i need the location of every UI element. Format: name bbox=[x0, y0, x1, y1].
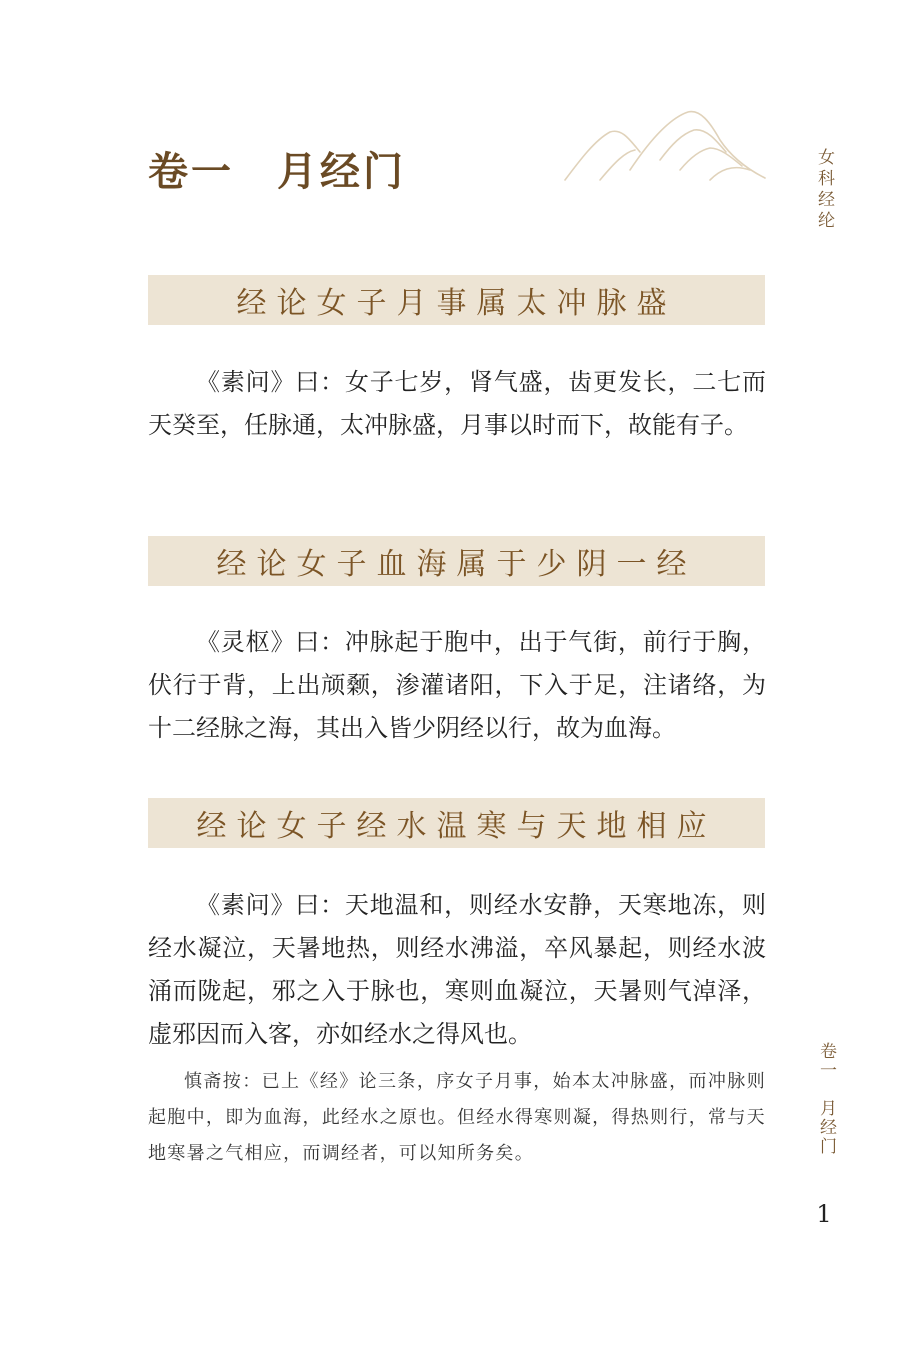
running-chapter-title: 卷一 月经门 bbox=[816, 1042, 836, 1156]
section-heading-1: 经论女子月事属太冲脉盛 bbox=[148, 275, 765, 325]
section-body-1: 《素问》曰：女子七岁，肾气盛，齿更发长，二七而天癸至，任脉通，太冲脉盛，月事以时而下，故能有子。 bbox=[148, 368, 766, 439]
commentary-note: 慎斋按：已上《经》论三条，序女子月事，始本太冲脉盛，而冲脉则起胞中，即为血海，此经水之原也。但经水得寒则凝，得热则行，常与天地寒暑之气相应，而调经者，可以知所务矣。 bbox=[148, 1071, 766, 1164]
running-book-title: 女科经纶 bbox=[814, 148, 834, 232]
mountain-line-icon bbox=[560, 100, 770, 190]
section-heading-2: 经论女子血海属于少阴一经 bbox=[148, 536, 765, 586]
section-heading-3: 经论女子经水温寒与天地相应 bbox=[148, 798, 765, 848]
chapter-title: 卷一 月经门 bbox=[148, 148, 406, 195]
section-body-3: 《素问》曰：天地温和，则经水安静，天寒地冻，则经水凝泣，天暑地热，则经水沸溢，卒风暴起，则经水波涌而陇起，邪之入于脉也，寒则血凝泣，天暑则气淖泽，虚邪因而入客，亦如经水之得风也。 bbox=[148, 891, 766, 1048]
page-number: 1 bbox=[816, 1200, 832, 1228]
section-body-2: 《灵枢》曰：冲脉起于胞中，出于气街，前行于胸，伏行于背，上出颃颡，渗灌诸阳，下入于足，注诸络，为十二经脉之海，其出入皆少阴经以行，故为血海。 bbox=[148, 628, 766, 742]
